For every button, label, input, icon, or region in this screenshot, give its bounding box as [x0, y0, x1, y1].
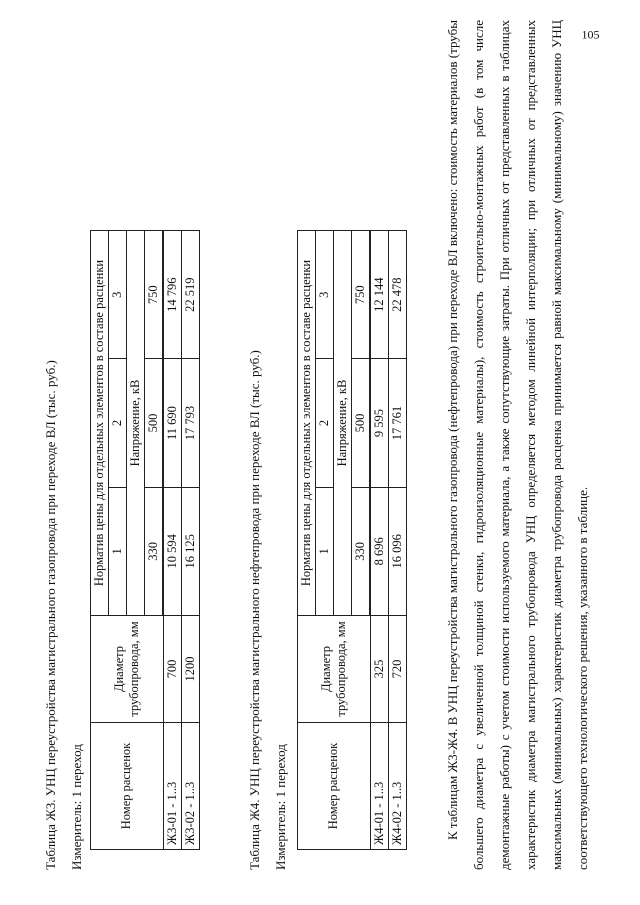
table4 — [297, 230, 407, 850]
table3-header-norm: Норматив цены для отдельных элементов в составе расценки — [91, 231, 109, 616]
notes-paragraph — [440, 20, 596, 870]
table3-row2-code: Ж3-02 - 1..3 — [182, 723, 200, 850]
table4-row2-diameter: 720 — [389, 616, 407, 723]
table3-row2-v1: 16 125 — [182, 487, 200, 615]
table4-row1-v3: 12 144 — [370, 231, 389, 359]
table3-row1-v3: 14 796 — [163, 231, 182, 359]
table4-meter: Измеритель: 1 переход — [273, 744, 288, 870]
table3-row1-diameter: 700 — [163, 616, 182, 723]
rotated-content — [35, 20, 625, 870]
table3-voltage-label: Напряжение, кВ — [127, 231, 145, 616]
table3-colnum: 3 — [109, 231, 127, 359]
table4-header-norm: Норматив цены для отдельных элементов в составе расценки — [298, 231, 316, 616]
table4-row2-v1: 16 096 — [389, 487, 407, 615]
table3-header-diameter: Диаметр трубопровода, мм — [91, 616, 164, 723]
table3-voltage: 330 — [145, 487, 164, 615]
table4-voltage: 330 — [352, 487, 371, 615]
table4-voltage-label: Напряжение, кВ — [334, 231, 352, 616]
table3 — [90, 230, 200, 850]
table3-row1-code: Ж3-01 - 1..3 — [163, 723, 182, 850]
table4-header-diameter: Диаметр трубопровода, мм — [298, 616, 371, 723]
table3-meter: Измеритель: 1 переход — [69, 744, 84, 870]
table3-colnum: 2 — [109, 359, 127, 487]
table3-row2-diameter: 1200 — [182, 616, 200, 723]
table3-row1-v1: 10 594 — [163, 487, 182, 615]
table3-voltage: 500 — [145, 359, 164, 487]
page-number: 105 — [581, 27, 600, 42]
table4-row1-v2: 9 595 — [370, 359, 389, 487]
table3-title: Таблица Ж3. УНЦ переустройства магистрального газопровода при переходе ВЛ (тыс. руб.) — [43, 360, 58, 870]
notes-text: К таблицам Ж3-Ж4. В УНЦ переустройства магистрального газопровода (нефтепровода) при переходе ВЛ включено: стоимость материалов (трубы большего диаметра с увеличенной толщиной стенки, гидроизоляционные материалы), стоимость строительно-монтажных работ (в том числе демонтажные работы) с учетом стоимости используемого материала, а также сопутствующие затраты. При отличных от представленных в таблицах характеристик диаметра магистрального трубопровода УНЦ определяется методом линейной интерполяции; при отличных от представленных максимальных (минимальных) характеристик диаметра трубопровода расценка принимается равной максимальному (минимальному) значению УНЦ соответствующего технологического решения, указанного в таблице. — [445, 20, 590, 870]
table4-title: Таблица Ж4. УНЦ переустройства магистрального нефтепровода при переходе ВЛ (тыс. руб.) — [247, 350, 262, 870]
table-row — [163, 231, 182, 850]
table4-colnum: 1 — [316, 487, 334, 615]
table-row — [182, 231, 200, 850]
table4-voltage: 500 — [352, 359, 371, 487]
table4-row1-code: Ж4-01 - 1..3 — [370, 723, 389, 850]
table4-colnum: 2 — [316, 359, 334, 487]
table4-voltage: 750 — [352, 231, 371, 359]
table4-header-code: Номер расценок — [298, 723, 371, 850]
table-row — [389, 231, 407, 850]
table4-row2-code: Ж4-02 - 1..3 — [389, 723, 407, 850]
table3-voltage: 750 — [145, 231, 164, 359]
table3-row2-v2: 17 793 — [182, 359, 200, 487]
table3-row2-v3: 22 519 — [182, 231, 200, 359]
table3-row1-v2: 11 690 — [163, 359, 182, 487]
table3-header-code: Номер расценок — [91, 723, 164, 850]
table-row — [370, 231, 389, 850]
table4-row1-v1: 8 696 — [370, 487, 389, 615]
table4-row1-diameter: 325 — [370, 616, 389, 723]
table4-row2-v3: 22 478 — [389, 231, 407, 359]
table3-colnum: 1 — [109, 487, 127, 615]
table4-colnum: 3 — [316, 231, 334, 359]
table4-row2-v2: 17 761 — [389, 359, 407, 487]
